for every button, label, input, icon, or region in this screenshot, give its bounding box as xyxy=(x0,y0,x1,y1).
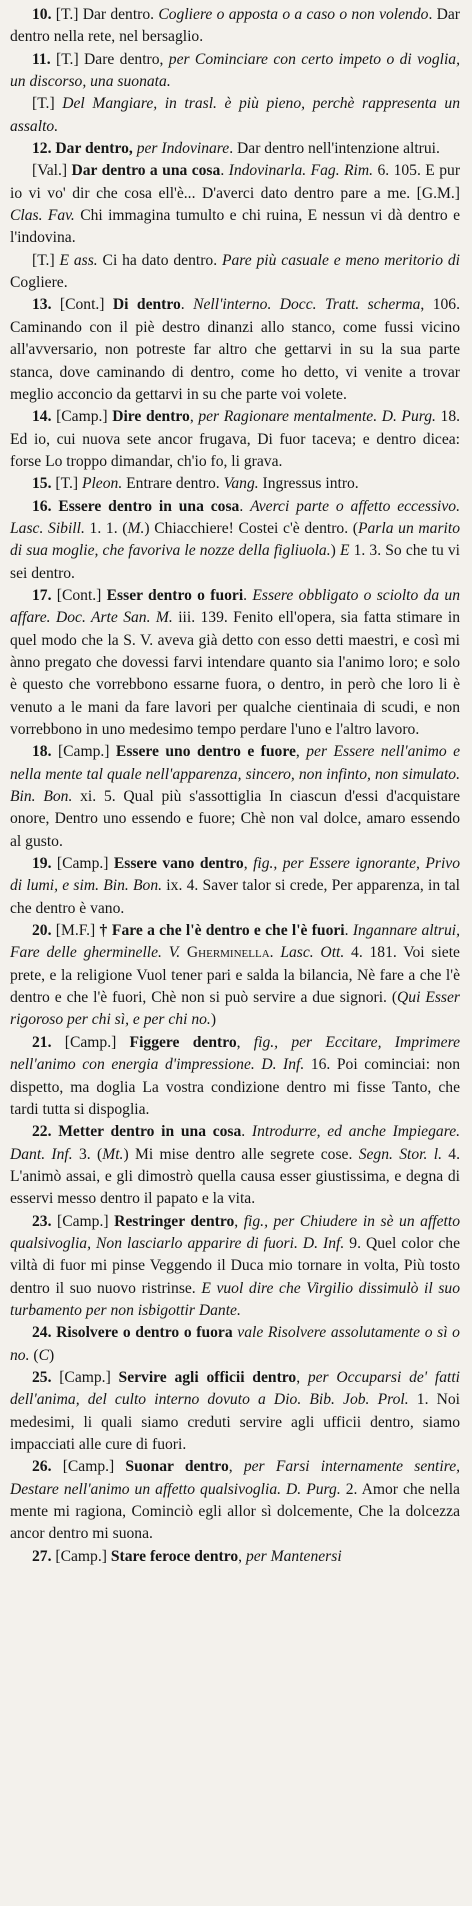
entry-italic-text: Essere obbligato o sciolto da un affare. Doc. Arte San. M. xyxy=(10,586,461,627)
entry-text: [Val.] xyxy=(32,162,72,180)
entry-text: [Cont.] xyxy=(56,586,107,604)
entry-italic-text: Indovinarla. Fag. Rim. xyxy=(228,162,374,180)
dictionary-entry-e25 xyxy=(10,1367,460,1456)
entry-text: . Dar dentro nella rete, nel bersaglio. xyxy=(10,6,460,46)
entry-text: 4. L'animò assai, e gli dimostrò quella causa esser giustissima, e degna di esservi messo dentro il papato e la vita. xyxy=(10,1145,460,1208)
entry-text: Chi immagina tumulto e chi ruina, E nessun vi dà dentro e l'indovina. xyxy=(10,207,460,247)
entry-italic-text: per Indovinare xyxy=(136,140,230,158)
entry-text: 9. Quel color che viltà di fuor mi pinse Veggendo il Duca mio tornare in volta, Più tosto dentro il suo nuovo ristrinse. xyxy=(10,1234,461,1297)
entry-text: 4. 181. Voi siete prete, e la religione Vuol tener pari e salda la bilancia, Nè fare a che l'è dentro e che l'è fuori, Chè non si può servire a due signori. ( xyxy=(10,944,460,1007)
entry-italic-text: Nell'interno. Docc. Tratt. scherma xyxy=(193,296,421,314)
entry-number: 25. xyxy=(32,1368,60,1386)
entry-text: , xyxy=(189,408,199,426)
entry-number: 16. Essere dentro in una cosa xyxy=(32,497,240,515)
entry-text: ) xyxy=(330,542,340,560)
entry-text: [Cont.] xyxy=(59,296,113,314)
entry-headword: Figgere dentro xyxy=(129,1033,237,1051)
dictionary-entry-e26 xyxy=(10,1456,460,1545)
dictionary-entry-e23 xyxy=(10,1211,460,1323)
entry-number: 27. xyxy=(32,1547,56,1565)
entry-headword: Esser dentro o fuori xyxy=(106,586,244,604)
entry-italic-text: E xyxy=(339,542,350,560)
dictionary-entry-e11 xyxy=(10,49,460,94)
entry-text: , xyxy=(236,1033,254,1051)
entry-text: [T.] xyxy=(32,251,60,269)
entry-text: [T.] xyxy=(55,475,82,493)
entry-number: 24. Risolvere o dentro o fuora xyxy=(32,1324,233,1342)
entry-text: 2. Amor che nella mente mi ragiona, Cominciò egli allor sì dolcemente, Che la dolcezza ancor dentro mi suona. xyxy=(10,1480,460,1543)
entry-italic-text: Pleon. xyxy=(81,475,123,493)
entry-text: , xyxy=(234,1212,244,1230)
entry-text: 3. ( xyxy=(72,1145,103,1163)
entry-headword: Dire dentro xyxy=(112,408,190,426)
entry-text: [Camp.] xyxy=(57,1212,115,1230)
dictionary-entry-e13 xyxy=(10,294,460,406)
entry-italic-text: Introdurre, ed anche Impiegare. Dant. Inf. xyxy=(10,1123,461,1163)
entry-number: 14. xyxy=(32,408,57,426)
entry-italic-text: M. xyxy=(127,519,145,537)
entry-headword: Di dentro xyxy=(112,296,181,314)
entry-italic-text: per Cominciare con certo impeto o di voglia, un discorso, una suonata. xyxy=(10,50,460,91)
entry-italic-text: per Essere nell'animo e nella mente tal quale nell'apparenza, sincero, non infinto, non simulato. Bin. Bon. xyxy=(10,743,460,806)
entry-text: [T.] Dar dentro. xyxy=(55,6,159,23)
entry-italic-text: fig., per Essere ignorante, Privo di lumi, e sim. Bin. Bon. xyxy=(10,855,460,895)
entry-number: 13. xyxy=(32,296,60,314)
entry-text: ix. 4. Saver talor si crede, Per apparenza, in tal che dentro è vano. xyxy=(10,877,461,917)
entry-text: . xyxy=(269,944,281,962)
entry-text: [Camp.] xyxy=(56,408,113,426)
entry-number: 10. xyxy=(32,6,56,23)
dictionary-entry-e12c xyxy=(10,250,460,295)
entry-headword: Essere vano dentro xyxy=(113,855,244,873)
entry-text: , 106. Caminando con il piè destro dinanzi allo stanco, come fussi vicino all'avversario, non potreste far altro che gettarvi in su la sua parte stanca, dove caminando di dentro, come ho detto, vi venite a trovar meglio acconcio da gettarvi in su che parte voi volete. xyxy=(10,296,461,403)
entry-text: Entrare dentro. xyxy=(122,475,224,493)
entry-text: xi. 5. Qual più s'assottiglia In ciascun d'essi d'acquistare onore, Dentro uno essendo e fuore; Chè non val dolce, amaro essendo al gusto. xyxy=(10,788,460,850)
entry-text: Cogliere. xyxy=(10,274,68,292)
entry-number: 23. xyxy=(32,1212,58,1230)
entry-number: 20. xyxy=(32,922,56,940)
entry-text: . xyxy=(239,497,251,515)
entry-text: [M.F.] xyxy=(55,922,100,940)
entry-text: [Camp.] xyxy=(56,855,114,873)
entry-italic-text: Cogliere o apposta o a caso o non volendo xyxy=(158,6,429,23)
entry-text: , xyxy=(295,743,307,761)
entry-text: . xyxy=(220,162,229,180)
entry-italic-text: E vuol dire che Virgilio dissimulò il suo turbamento per non isbigottir Dante. xyxy=(10,1279,460,1319)
entry-text: [Camp.] xyxy=(57,743,116,761)
entry-italic-text: Averci parte o affetto eccessivo. Lasc. Sibill. xyxy=(10,497,460,537)
entry-text: iii. 139. Fenito ell'opera, sia fatta stimare in quel modo che la S. V. aveva già detto con esso detti maestri, e così mi ànno pregato che dovessi farvi intendare quanto sia l'animo loro; e solo è questo che vorrebbono essarne fuora, o dentro, in però che loro li è venuto a le mani da fare lavori per qualche cientinaia di scudi, e non vorrebbono in uno medesimo tempo perdare l'uno e l'altro lavoro. xyxy=(10,609,460,738)
entry-text: , xyxy=(296,1368,308,1386)
dictionary-entry-e17 xyxy=(10,585,460,741)
entry-headword: † Fare a che l'è dentro e che l'è fuori xyxy=(99,922,345,940)
entry-text: 1. 1. ( xyxy=(84,519,128,537)
entry-italic-text: Segn. Stor. l. xyxy=(358,1145,442,1163)
entry-italic-text: Mt. xyxy=(102,1145,124,1163)
dictionary-entry-e15 xyxy=(10,473,460,495)
dictionary-entry-e12b xyxy=(10,160,460,249)
entry-text: 1. Noi medesimi, li quali siamo creduti servire agli ufficii dentro, siamo impacciati alle cure di fuori. xyxy=(10,1391,460,1453)
dictionary-entry-e16 xyxy=(10,496,460,585)
entry-text: [Camp.] xyxy=(62,1458,126,1476)
entry-text: , xyxy=(228,1458,244,1476)
entry-smallcaps-text: Gherminella xyxy=(180,944,270,962)
entry-italic-text: vale Risolvere assolutamente o sì o no. xyxy=(10,1324,460,1364)
entry-italic-text: Del Mangiare, in trasl. è più pieno, perchè rappresenta un assalto. xyxy=(10,95,460,135)
entry-text: 1. 3. So che tu vi sei dentro. xyxy=(10,542,460,582)
entry-text: Ingressus intro. xyxy=(258,475,359,493)
entry-italic-text: E ass. xyxy=(59,251,98,269)
entry-headword: Essere uno dentro e fuore xyxy=(115,743,296,761)
entry-italic-text: per Ragionare mentalmente. D. Purg. xyxy=(198,408,436,426)
entry-number: 18. xyxy=(32,743,58,761)
entry-number: 22. Metter dentro in una cosa xyxy=(32,1123,242,1141)
entry-text: ( xyxy=(29,1346,39,1364)
entry-italic-text: fig., per Chiudere in sè un affetto qualsivoglia, Non lasciarlo apparire di fuori. D. Inf. xyxy=(10,1212,461,1252)
entry-text: . xyxy=(180,296,194,314)
dictionary-entry-e22 xyxy=(10,1121,460,1210)
dictionary-entry-e14 xyxy=(10,406,460,473)
entry-number: 11. xyxy=(32,50,56,68)
entry-headword: Servire agli officii dentro xyxy=(118,1368,297,1386)
dictionary-entry-e21 xyxy=(10,1032,460,1121)
entry-text: . Dar dentro nell'intenzione altrui. xyxy=(229,140,440,158)
dictionary-entry-e18 xyxy=(10,741,460,853)
entry-italic-text: Ingannare altrui, Fare delle gherminelle. V. xyxy=(10,922,461,962)
entry-text: 16. Poi cominciai: non dispetto, ma doglia La vostra condizione dentro mi fisse Tanto, che tardi tutta si dispoglia. xyxy=(10,1056,460,1118)
entry-text: ) xyxy=(49,1346,55,1364)
entry-italic-text: Parla un marito di sua moglie, che favoriva le nozze della figliuola. xyxy=(10,519,461,560)
dictionary-entry-e19 xyxy=(10,853,460,920)
entry-number: 17. xyxy=(32,586,57,604)
entry-text: ) Chiacchiere! Costei c'è dentro. ( xyxy=(144,519,358,537)
entry-italic-text: per Occuparsi de' fatti dell'anima, del culto interno dovuto a Dio. Bib. Job. Prol. xyxy=(10,1368,460,1409)
entry-text: . xyxy=(241,1123,252,1141)
entry-text: Ci ha dato dentro. xyxy=(97,251,222,269)
entry-number: 26. xyxy=(32,1458,63,1476)
entry-headword: Suonar dentro xyxy=(125,1458,229,1476)
entry-headword: Stare feroce dentro xyxy=(110,1547,239,1565)
entry-italic-text: Pare più casuale e meno meritorio di xyxy=(221,251,460,269)
entry-text: [T.] Dare dentro, xyxy=(56,50,169,68)
entry-number: 15. xyxy=(32,475,56,493)
entry-headword: Dar dentro a una cosa xyxy=(71,162,221,180)
entry-text: 6. 105. E pur io vi vo' dir che cosa ell'è... D'averci dato dentro pare a me. [G.M.] xyxy=(10,162,461,202)
dictionary-entry-e11b xyxy=(10,93,460,138)
entry-italic-text: fig., per Eccitare, Imprimere nell'animo con energia d'impressione. D. Inf. xyxy=(10,1033,460,1074)
entry-text: . xyxy=(344,922,353,940)
entry-text: [Camp.] xyxy=(59,1368,119,1386)
entry-italic-text: Lasc. Ott. xyxy=(280,944,345,962)
entry-text: [T.] xyxy=(32,95,63,113)
entry-italic-text: Qui Esser rigoroso per chi sì, e per chi no. xyxy=(10,989,460,1029)
entry-italic-text: per Mantenersi xyxy=(245,1547,342,1565)
entry-text: ) xyxy=(210,1011,217,1029)
entry-text: [Camp.] xyxy=(64,1033,130,1051)
dictionary-entry-e27 xyxy=(10,1546,460,1568)
entry-text: , xyxy=(243,855,254,873)
entry-italic-text: per Farsi internamente sentire, Destare nell'animo un affetto qualsivoglia. D. Purg. xyxy=(10,1458,461,1498)
entry-headword: Restringer dentro xyxy=(114,1212,235,1230)
entry-italic-text: Vang. xyxy=(223,475,259,493)
dictionary-entry-e10 xyxy=(10,4,460,49)
entry-text: , xyxy=(238,1547,246,1565)
dictionary-entry-e20 xyxy=(10,920,460,1032)
entry-text: 18. Ed io, cui nuova sete ancor frugava, Di fuor taceva; e dentro dicea: forse Lo troppo dimandar, ch'io fo, li grava. xyxy=(10,408,461,470)
dictionary-entry-e24 xyxy=(10,1322,460,1367)
entry-number: 12. Dar dentro, xyxy=(32,140,137,158)
dictionary-entry-e12 xyxy=(10,138,460,160)
entry-number: 19. xyxy=(32,855,57,873)
entry-text: . xyxy=(243,586,253,604)
entry-number: 21. xyxy=(32,1033,65,1051)
entry-text: ) Mi mise dentro alle segrete cose. xyxy=(123,1145,359,1163)
entry-italic-text: C xyxy=(38,1346,49,1364)
entry-italic-text: Clas. Fav. xyxy=(10,207,75,225)
entry-text: [Camp.] xyxy=(55,1547,111,1565)
